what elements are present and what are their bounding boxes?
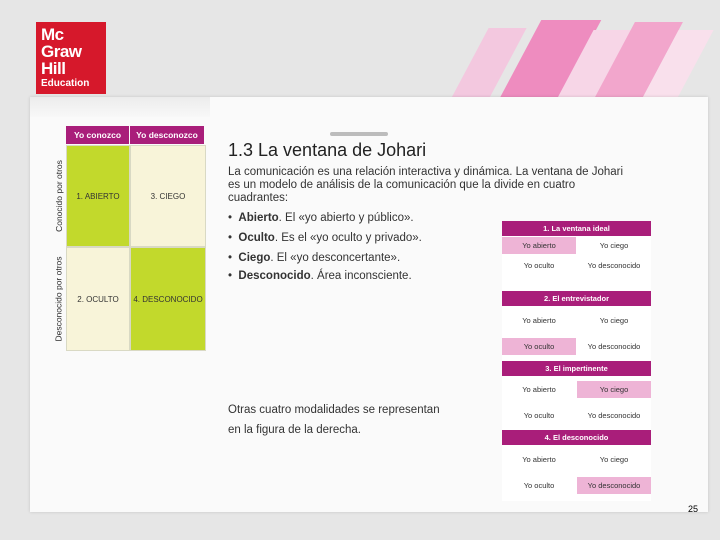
logo-text: Hill <box>41 59 66 78</box>
row-header-unknown-by-others: Desconocido por otros <box>54 256 65 342</box>
modality-cell: Yo desconocido <box>587 261 641 270</box>
modality-cell: Yo oculto <box>523 481 555 490</box>
quadrant-open: 1. ABIERTO <box>66 145 130 247</box>
col-header-known-by-me: Yo conozco <box>66 126 129 144</box>
modality-cell: Yo oculto <box>523 411 555 420</box>
logo-text: Mc <box>41 25 64 44</box>
title-accent-bar <box>330 132 388 136</box>
johari-window-table <box>46 124 206 352</box>
modality-cell: Yo ciego <box>599 241 629 250</box>
bullet-item: • Ciego. El «yo desconcertante». <box>228 252 401 264</box>
col-header-unknown-by-me: Yo desconozco <box>130 126 204 144</box>
logo-text: Graw <box>41 42 82 61</box>
modality-cell: Yo abierto <box>522 385 556 394</box>
modality-title: 2. El entrevistador <box>502 291 651 306</box>
logo-text: Education <box>41 78 90 89</box>
bullet-item: • Abierto. El «yo abierto y público». <box>228 212 414 224</box>
modality-cell: Yo oculto <box>523 261 555 270</box>
modalities-figure <box>502 221 651 501</box>
modality-title: 4. El desconocido <box>502 430 651 445</box>
intro-paragraph: La comunicación es una relación interactiva y dinámica. La ventana de Johari es un modelo de análisis de la comunicación que la divide en cuatro cuadrantes: <box>228 166 624 204</box>
quadrant-hidden: 2. OCULTO <box>66 247 130 351</box>
modality-cell: Yo ciego <box>599 455 629 464</box>
page-title: 1.3 La ventana de Johari <box>228 140 427 160</box>
modality-cell: Yo abierto <box>522 455 556 464</box>
modality-cell: Yo oculto <box>502 338 576 355</box>
quadrant-blind: 3. CIEGO <box>130 145 206 247</box>
modality-cell: Yo abierto <box>522 316 556 325</box>
footer-text: Otras cuatro modalidades se representan <box>228 404 440 416</box>
modality-cell: Yo desconocido <box>587 411 641 420</box>
modality-cell: Yo desconocido <box>587 342 641 351</box>
bullet-item: • Oculto. Es el «yo oculto y privado». <box>228 232 422 244</box>
modality-cell: Yo ciego <box>577 381 651 398</box>
modality-title: 3. El impertinente <box>502 361 651 376</box>
modality-title: 1. La ventana ideal <box>502 221 651 236</box>
bullet-item: • Desconocido. Área inconsciente. <box>228 270 412 282</box>
quadrant-unknown: 4. DESCONOCIDO <box>130 247 206 351</box>
modality-cell: Yo desconocido <box>577 477 651 494</box>
modality-cell: Yo abierto <box>502 237 576 254</box>
footer-text: en la figura de la derecha. <box>228 424 361 436</box>
modality-cell: Yo ciego <box>599 316 629 325</box>
row-header-known-by-others: Conocido por otros <box>54 160 65 232</box>
page-number: 25 <box>687 504 698 514</box>
publisher-logo <box>36 22 106 94</box>
slide-fold <box>30 97 210 117</box>
